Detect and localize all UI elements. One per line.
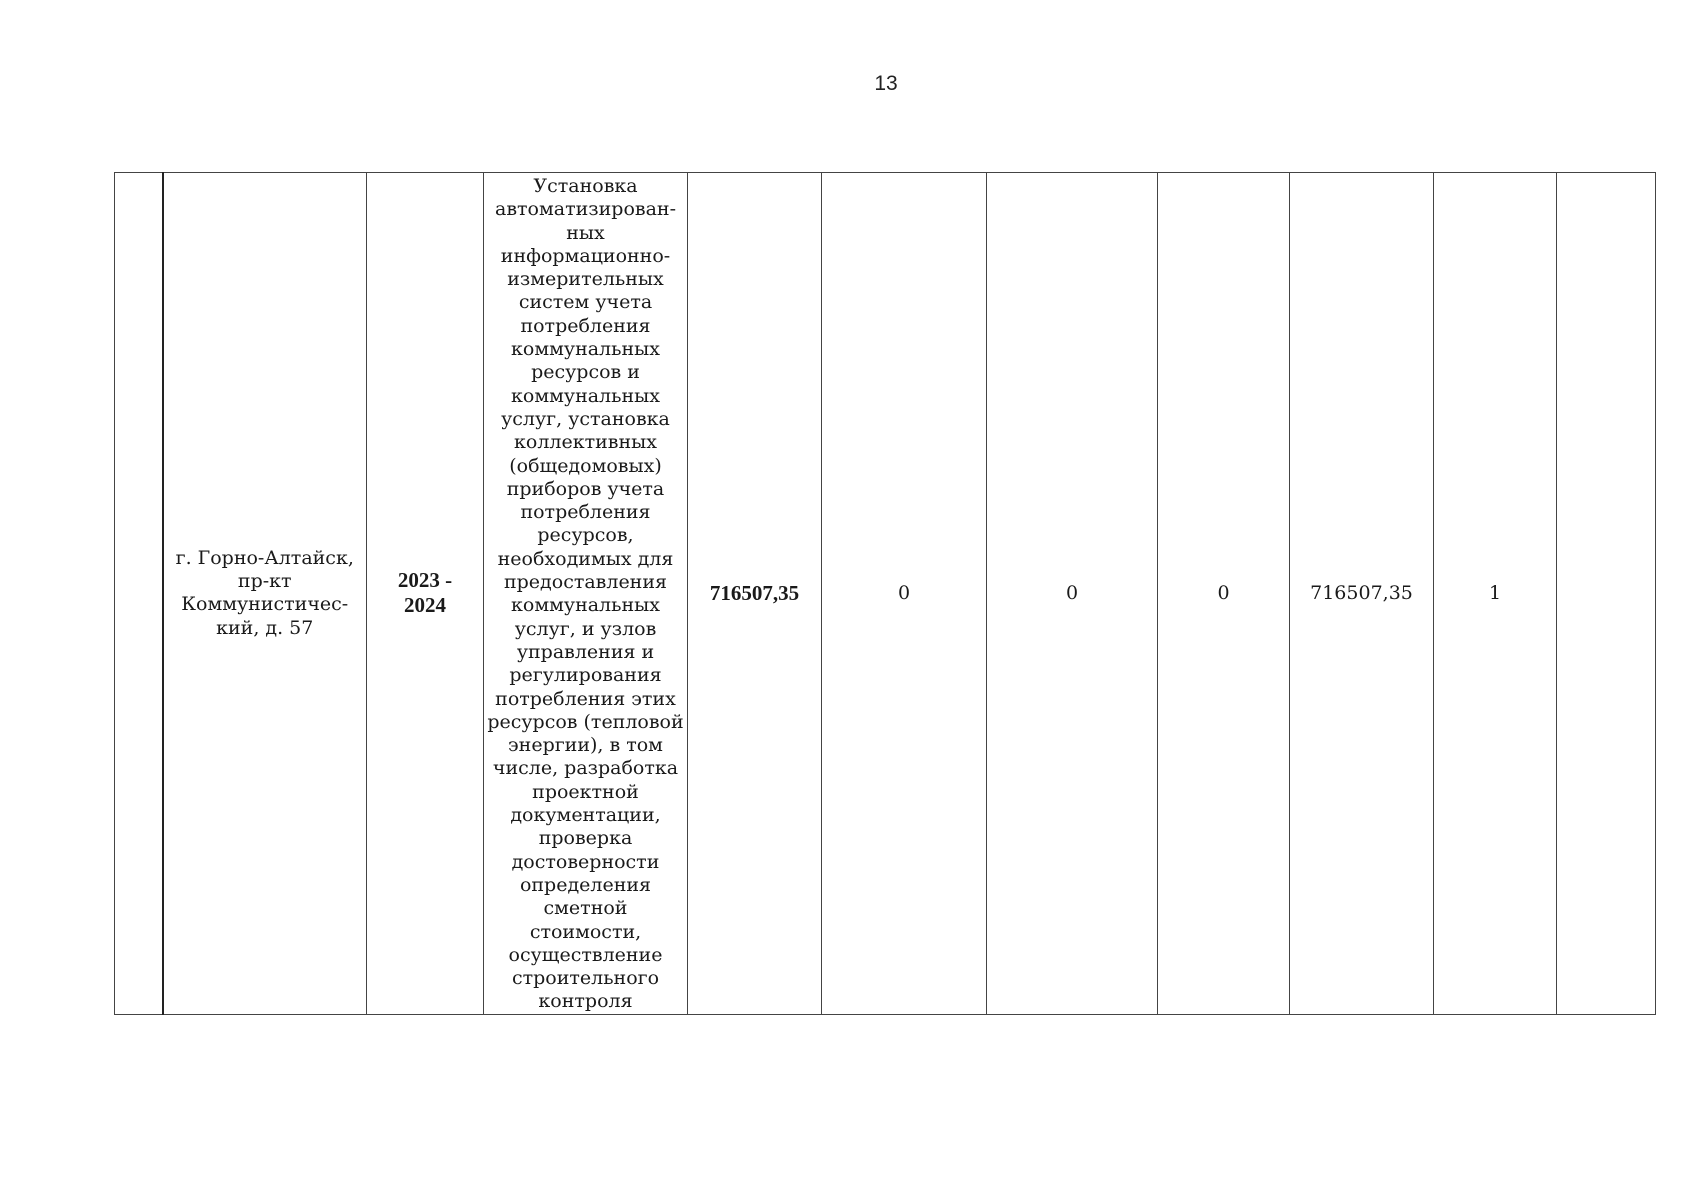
cell-total-cost: [688, 173, 822, 1015]
cell-value-2: 0: [987, 173, 1158, 1015]
cell-period: [367, 173, 484, 1015]
cell-value-4: 716507,35: [1290, 173, 1434, 1015]
program-table: [114, 172, 1656, 1015]
cell-value-1: 0: [822, 173, 987, 1015]
cell-value-3: 0: [1158, 173, 1290, 1015]
cell-value-5: 1: [1434, 173, 1557, 1015]
period-text: 2023 - 2024: [397, 568, 453, 618]
table-row: [115, 173, 1656, 1015]
cell-description: Установка автоматизирован- ных информационно- измерительных систем учета потребления коммунальных ресурсов и коммунальных услуг, установка коллективных (общедомовых) приборов учета потребления ресурсов, необходимых для предоставления коммунальных услуг, и узлов управления и регулирования потребления этих ресурсов (тепловой энергии), в том числе, разработка проектной документации, проверка достоверности определения сметной стоимости, осуществление строительного контроля: [484, 173, 688, 1015]
cell-address: г. Горно-Алтайск, пр-кт Коммунистичес- кий, д. 57: [163, 173, 367, 1015]
cell-value-6: [1557, 173, 1656, 1015]
page-number: 13: [874, 72, 898, 95]
cell-index: [115, 173, 163, 1015]
total-cost-text: 716507,35: [709, 580, 800, 605]
